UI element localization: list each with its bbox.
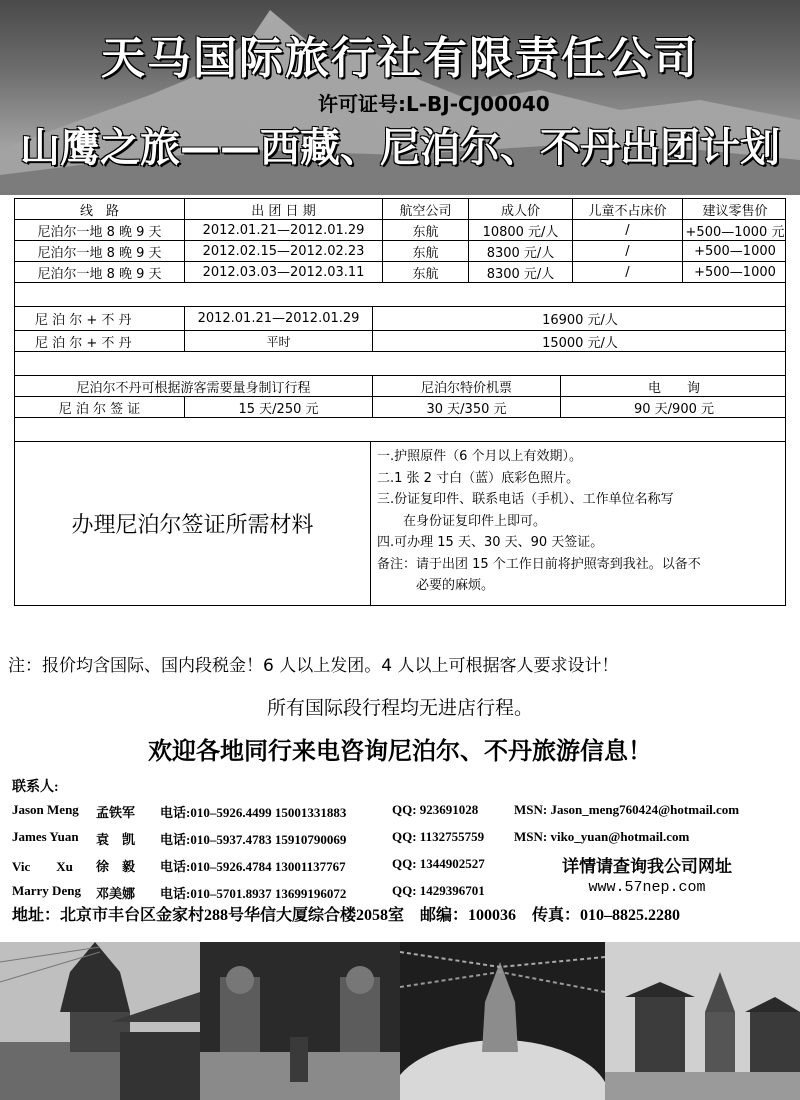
contact-qq: QQ: 1429396701 [392, 883, 485, 898]
contact-name-cn: 徐 毅 [96, 859, 136, 874]
header-child: 儿童不占床价 [573, 199, 683, 219]
guardian-statues-photo [200, 942, 400, 1100]
contact-qq: QQ: 1344902527 [392, 856, 485, 871]
contact-name-cn: 袁 凯 [96, 832, 136, 847]
license-number: 许可证号:L-BJ-CJ00040 [318, 92, 550, 116]
price-note: 注：报价均含国际、国内段税金！6 人以上发团。4 人以上可根据客人要求设计！ [8, 656, 619, 676]
contact-msn: MSN: viko_yuan@hotmail.com [514, 829, 690, 844]
airline-cell: 东航 [383, 262, 469, 282]
dates-cell: 2012.01.21—2012.01.29 [185, 307, 373, 330]
custom-itinerary-cell: 尼泊尔不丹可根据游客需要量身制订行程 [15, 376, 373, 396]
retail-price-cell: +500—1000 [694, 264, 776, 280]
price-cell: 16900 元/人 [542, 313, 618, 328]
dates-cell: 2012.02.15—2012.02.23 [185, 241, 383, 261]
retail-price-cell: +500—1000 元 [685, 224, 785, 240]
adult-price-cell: 8300 元/人 [469, 241, 573, 261]
contact-name-en: James Yuan [12, 829, 79, 844]
materials-title: 办理尼泊尔签证所需材料 [15, 442, 371, 605]
materials-list [371, 442, 787, 605]
table-row [15, 307, 785, 331]
retail-price-cell: +500—1000 [694, 243, 776, 259]
contacts-label: 联系人: [12, 780, 59, 795]
website-link[interactable]: www.57nep.com [588, 879, 706, 896]
contact-phone: 电话:010–5926.4499 15001331883 [160, 805, 347, 820]
spacer-row [15, 418, 785, 442]
airline-cell: 东航 [383, 220, 469, 240]
contact-phone: 电话:010–5937.4783 15910790069 [160, 832, 347, 847]
contact-phone: 电话:010–5926.4784 13001137767 [160, 859, 346, 874]
child-price-cell: / [573, 262, 683, 282]
table-row [15, 241, 785, 262]
table-row [15, 331, 785, 352]
prayer-flags-photo [400, 942, 605, 1100]
visa-label-cell: 尼 泊 尔 签 证 [15, 397, 185, 417]
contact-row [12, 802, 792, 829]
photo-strip [0, 942, 800, 1100]
child-price-cell: / [573, 241, 683, 261]
list-item: 四.可办理 15 天、30 天、90 天签证。 [377, 535, 604, 550]
contact-name-cn: 邓美娜 [96, 886, 136, 901]
contact-qq: QQ: 923691028 [392, 802, 479, 817]
visa-30-cell: 30 天/350 元 [373, 397, 561, 417]
list-item: 备注：请于出团 15 个工作日前将护照寄到我社。以备不 [377, 556, 701, 572]
dates-cell: 2012.01.21—2012.01.29 [185, 220, 383, 240]
phone-label-cell: 电 询 [647, 380, 700, 396]
contact-qq: QQ: 1132755759 [392, 829, 485, 844]
tour-title: 山鹰之旅——西藏、尼泊尔、不丹出团计划 [20, 125, 780, 171]
header-airline: 航空公司 [383, 199, 469, 219]
header-banner [0, 0, 800, 195]
address-line: 地址：北京市丰台区金家村288号华信大厦综合楼2058室 邮编：100036 传真：010–8825.2280 [12, 907, 681, 924]
list-item: 在身份证复印件上即可。 [377, 513, 547, 529]
table-header-row [15, 199, 785, 220]
dates-cell: 平时 [185, 331, 373, 351]
ticket-label-cell: 尼泊尔特价机票 [373, 376, 561, 396]
adult-price-cell: 10800 元/人 [469, 220, 573, 240]
child-price-cell: / [573, 220, 683, 240]
welcome-note: 欢迎各地同行来电咨询尼泊尔、不丹旅游信息！ [148, 736, 652, 765]
visa-15-cell: 15 天/250 元 [185, 397, 373, 417]
visa-90-cell: 90 天/900 元 [634, 401, 714, 417]
contact-name-en: Jason Meng [12, 802, 79, 817]
adult-price-cell: 8300 元/人 [469, 262, 573, 282]
contact-msn: MSN: Jason_meng760424@hotmail.com [514, 802, 740, 817]
visa-materials [15, 442, 785, 605]
dates-cell: 2012.03.03—2012.03.11 [185, 262, 383, 282]
spacer-row [15, 352, 785, 376]
price-table [14, 198, 786, 606]
list-item: 一.护照原件（6 个月以上有效期）。 [377, 449, 583, 464]
route-cell: 尼 泊 尔 + 不 丹 [15, 307, 185, 330]
spacer-row [15, 283, 785, 307]
table-row [15, 397, 785, 418]
website-box [562, 852, 732, 896]
airline-cell: 东航 [383, 241, 469, 261]
shopping-note: 所有国际段行程均无进店行程。 [266, 697, 533, 719]
list-item: 二.1 张 2 寸白（蓝）底彩色照片。 [377, 470, 580, 486]
route-cell: 尼泊尔一地 8 晚 9 天 [15, 262, 185, 282]
company-name: 天马国际旅行社有限责任公司 [101, 33, 699, 84]
route-cell: 尼泊尔一地 8 晚 9 天 [15, 220, 185, 240]
contact-phone: 电话:010–5701.8937 13699196072 [160, 886, 347, 901]
table-row [15, 262, 785, 283]
list-item: 必要的麻烦。 [377, 578, 495, 593]
route-cell: 尼 泊 尔 + 不 丹 [15, 331, 185, 351]
stupa-photo [0, 942, 200, 1100]
table-row [15, 220, 785, 241]
price-cell: 15000 元/人 [542, 335, 618, 351]
list-item: 三.份证复印件、联系电话（手机）、工作单位名称写 [377, 492, 674, 507]
temples-photo [605, 942, 800, 1100]
contact-name-en: Marry Deng [12, 883, 81, 898]
header-route: 线 路 [15, 199, 185, 219]
table-row [15, 376, 785, 397]
header-dates: 出 团 日 期 [185, 199, 383, 219]
header-retail: 建议零售价 [702, 203, 768, 219]
website-label: 详情请查询我公司网址 [562, 857, 732, 876]
contact-name-cn: 孟铁军 [96, 805, 136, 820]
contact-name-en: Vic Xu [12, 859, 73, 874]
route-cell: 尼泊尔一地 8 晚 9 天 [15, 241, 185, 261]
header-adult: 成人价 [469, 199, 573, 219]
